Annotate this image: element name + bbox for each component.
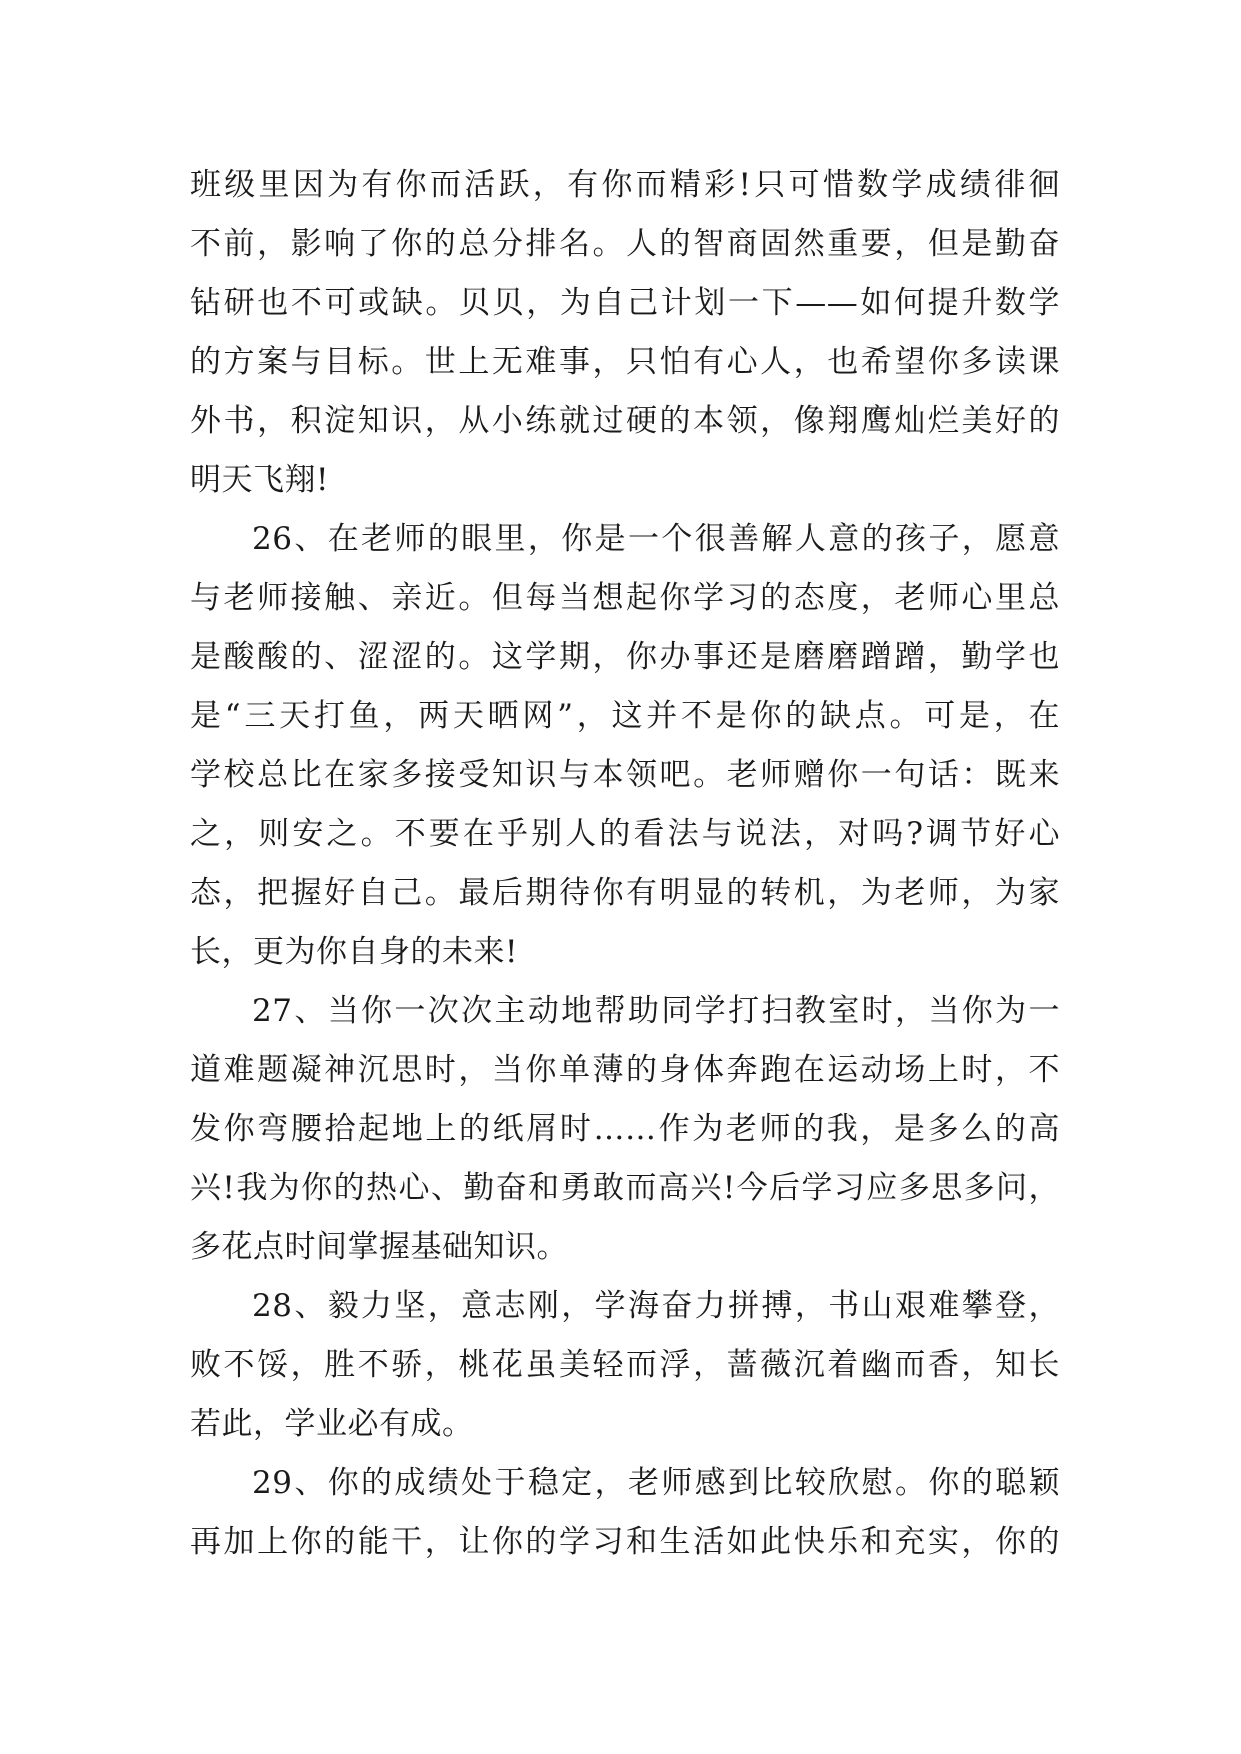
text-line: 兴!我为你的热心、勤奋和勇敢而高兴!今后学习应多思多问， xyxy=(190,1170,1060,1206)
text-line: 败不馁，胜不骄，桃花虽美轻而浮，蔷薇沉着幽而香，知长 xyxy=(190,1347,1060,1383)
text-line: 再加上你的能干，让你的学习和生活如此快乐和充实，你的 xyxy=(190,1524,1060,1560)
text-line: 29、你的成绩处于稳定，老师感到比较欣慰。你的聪颖 xyxy=(252,1465,1060,1501)
paragraph-27 xyxy=(190,982,1060,1277)
paragraph-28 xyxy=(190,1277,1060,1454)
paragraph-29 xyxy=(190,1454,1060,1572)
paragraph xyxy=(190,156,1060,510)
text-line: 道难题凝神沉思时，当你单薄的身体奔跑在运动场上时，不 xyxy=(190,1052,1060,1088)
text-line: 多花点时间掌握基础知识。 xyxy=(190,1229,568,1265)
text-line: 钻研也不可或缺。贝贝，为自己计划一下——如何提升数学 xyxy=(190,285,1060,321)
document-body xyxy=(190,156,1060,1572)
text-line: 学校总比在家多接受知识与本领吧。老师赠你一句话：既来 xyxy=(190,757,1060,793)
text-line: 28、毅力坚，意志刚，学海奋力拼搏，书山艰难攀登， xyxy=(252,1288,1060,1324)
text-line: 若此，学业必有成。 xyxy=(190,1406,474,1442)
paragraph-26 xyxy=(190,510,1060,982)
text-line: 与老师接触、亲近。但每当想起你学习的态度，老师心里总 xyxy=(190,580,1060,616)
text-line: 态，把握好自己。最后期待你有明显的转机，为老师，为家 xyxy=(190,875,1060,911)
text-line: 之，则安之。不要在乎别人的看法与说法，对吗?调节好心 xyxy=(190,816,1060,852)
text-line: 26、在老师的眼里，你是一个很善解人意的孩子，愿意 xyxy=(252,521,1060,557)
text-line: 的方案与目标。世上无难事，只怕有心人，也希望你多读课 xyxy=(190,344,1060,380)
text-line: 27、当你一次次主动地帮助同学打扫教室时，当你为一 xyxy=(252,993,1060,1029)
text-line: 不前，影响了你的总分排名。人的智商固然重要，但是勤奋 xyxy=(190,226,1060,262)
text-line: 长，更为你自身的未来! xyxy=(190,934,518,970)
text-line: 发你弯腰拾起地上的纸屑时……作为老师的我，是多么的高 xyxy=(190,1111,1060,1147)
text-line: 是“三天打鱼，两天晒网”，这并不是你的缺点。可是，在 xyxy=(190,698,1060,734)
text-line: 外书，积淀知识，从小练就过硬的本领，像翔鹰灿烂美好的 xyxy=(190,403,1060,439)
text-line: 班级里因为有你而活跃，有你而精彩!只可惜数学成绩徘徊 xyxy=(190,167,1060,203)
text-line: 明天飞翔! xyxy=(190,462,329,498)
text-line: 是酸酸的、涩涩的。这学期，你办事还是磨磨蹭蹭，勤学也 xyxy=(190,639,1060,675)
